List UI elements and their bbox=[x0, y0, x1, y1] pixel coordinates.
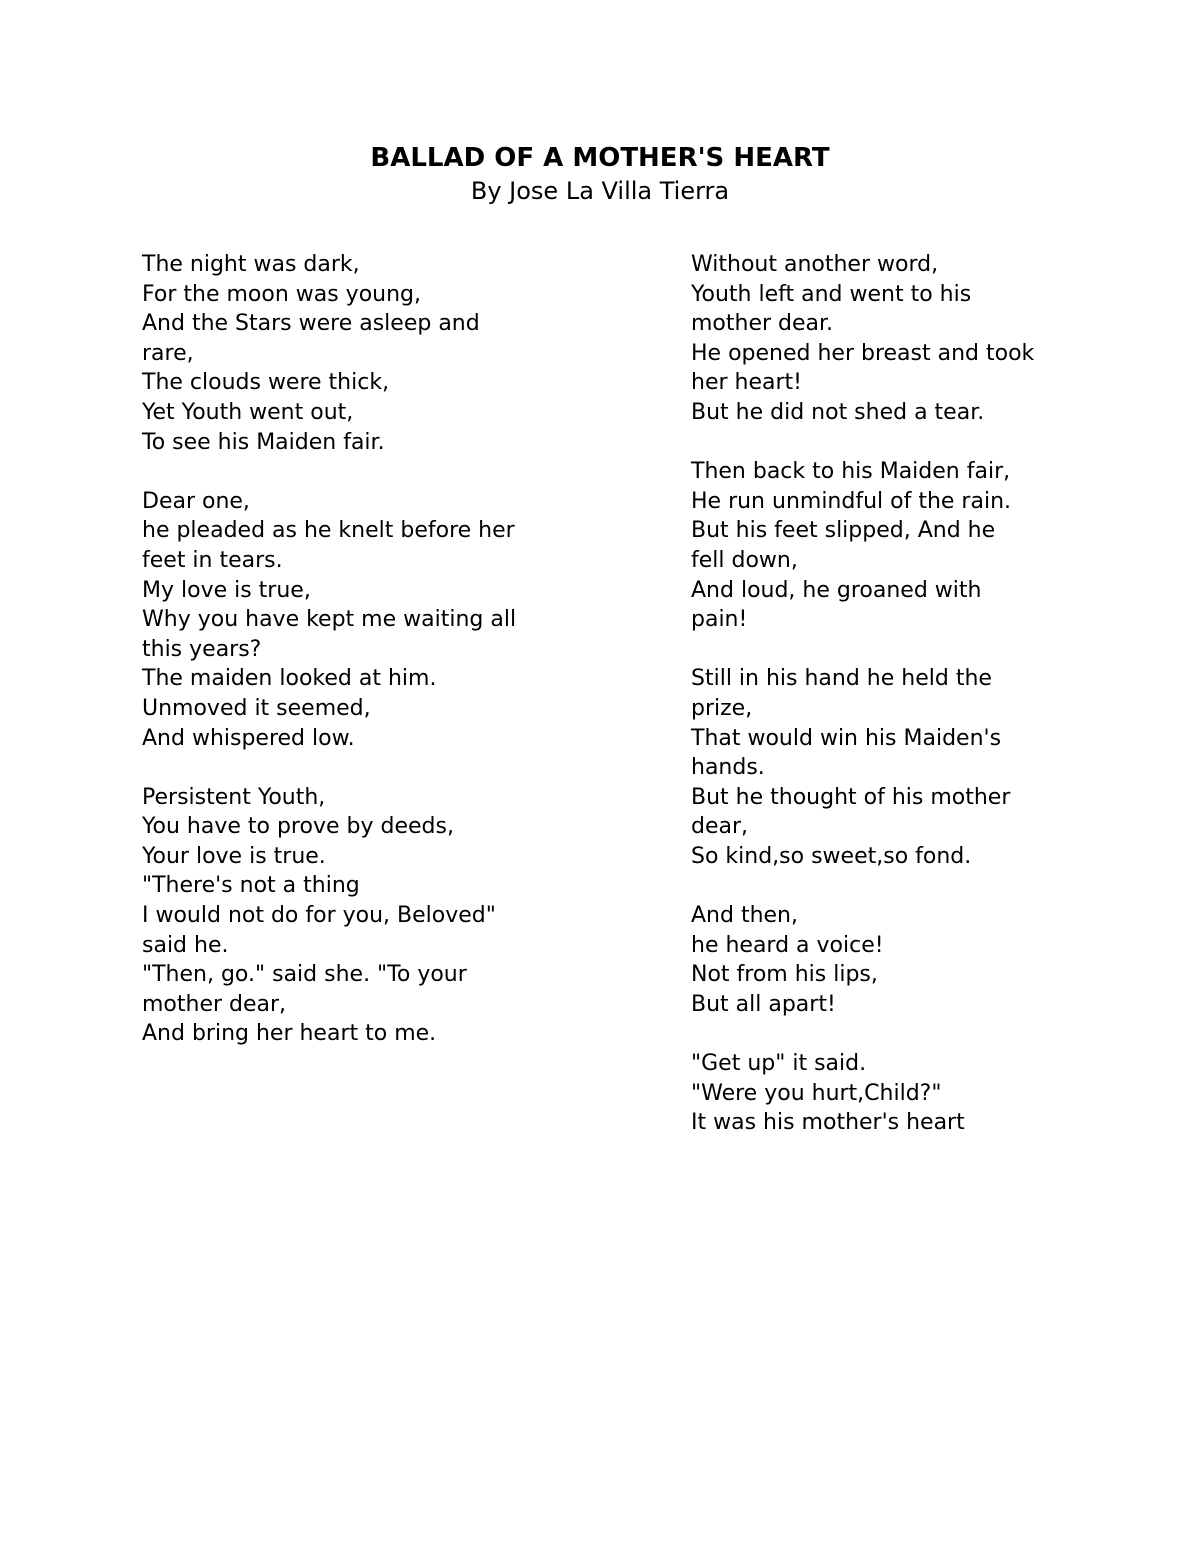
poem-line: he heard a voice! bbox=[691, 932, 884, 958]
stanza bbox=[691, 457, 1091, 635]
poem-line: he pleaded as he knelt before her bbox=[142, 518, 515, 544]
poem-line: The night was dark, bbox=[142, 252, 360, 277]
poem-line: fell down, bbox=[691, 547, 798, 573]
poem-line: Not from his lips, bbox=[691, 962, 878, 988]
poem-line: Why you have kept me waiting all bbox=[142, 607, 517, 633]
poem-line: "Then, go." said she. "To your bbox=[142, 962, 467, 988]
stanza bbox=[142, 783, 572, 1049]
poem-line: Your love is true. bbox=[142, 843, 326, 869]
poem-line: her heart! bbox=[691, 370, 802, 396]
poem-line: this years? bbox=[142, 636, 262, 662]
poem-line: That would win his Maiden's bbox=[691, 725, 1002, 751]
poem-line: Still in his hand he held the bbox=[691, 666, 992, 692]
poem-line: Unmoved it seemed, bbox=[142, 695, 371, 721]
poem-line: mother dear. bbox=[691, 311, 834, 337]
poem-line: To see his Maiden fair. bbox=[142, 429, 385, 455]
poem-line: feet in tears. bbox=[142, 547, 283, 573]
poem-line: "Get up" it said. bbox=[691, 1051, 867, 1077]
stanza bbox=[142, 250, 572, 457]
poem-line: And loud, he groaned with bbox=[691, 577, 982, 603]
poem-line: He opened her breast and took bbox=[691, 340, 1035, 366]
poem-author: By Jose La Villa Tierra bbox=[470, 177, 730, 205]
poem-line: And the Stars were asleep and bbox=[142, 311, 480, 337]
poem-line: So kind,so sweet,so fond. bbox=[691, 843, 972, 869]
poem-line: Then back to his Maiden fair, bbox=[691, 459, 1011, 485]
poem-line: Persistent Youth, bbox=[142, 784, 326, 810]
poem-line: But all apart! bbox=[691, 991, 836, 1017]
poem-line: But his feet slipped, And he bbox=[691, 518, 996, 544]
poem-line: hands. bbox=[691, 755, 765, 781]
poem-line: rare, bbox=[142, 340, 194, 366]
poem-line: But he thought of his mother bbox=[691, 784, 1011, 810]
stanza bbox=[691, 901, 1091, 1019]
poem-line: But he did not shed a tear. bbox=[691, 399, 985, 425]
poem-line: He run unmindful of the rain. bbox=[691, 488, 1011, 514]
poem-line: And then, bbox=[691, 903, 798, 929]
poem-line: Yet Youth went out, bbox=[142, 399, 354, 425]
poem-line: prize, bbox=[691, 695, 753, 721]
poem-line: dear, bbox=[691, 814, 749, 840]
poem-line: I would not do for you, Beloved" bbox=[142, 903, 496, 929]
poem-line: My love is true, bbox=[142, 577, 311, 603]
poem-line: And bring her heart to me. bbox=[142, 1021, 437, 1047]
stanza bbox=[142, 487, 572, 753]
poem-line: pain! bbox=[691, 607, 748, 633]
poem-line: You have to prove by deeds, bbox=[142, 814, 454, 840]
poem-line: For the moon was young, bbox=[142, 281, 422, 307]
poem-line: The maiden looked at him. bbox=[142, 666, 437, 692]
poem-line: mother dear, bbox=[142, 991, 287, 1017]
poem-line: "There's not a thing bbox=[142, 873, 360, 899]
poem-line: Dear one, bbox=[142, 488, 250, 514]
poem-line: Without another word, bbox=[691, 252, 939, 277]
poem-line: Youth left and went to his bbox=[691, 281, 972, 307]
poem-line: "Were you hurt,Child?" bbox=[691, 1080, 942, 1106]
right-column bbox=[691, 250, 1091, 1167]
poem-line: It was his mother's heart bbox=[691, 1110, 965, 1136]
poem-title: BALLAD OF A MOTHER'S HEART bbox=[370, 143, 830, 173]
poem-line: And whispered low. bbox=[142, 725, 355, 751]
poem-line: said he. bbox=[142, 932, 229, 958]
stanza bbox=[691, 664, 1091, 871]
stanza bbox=[691, 1049, 1091, 1138]
poem-line: The clouds were thick, bbox=[142, 370, 390, 396]
stanza bbox=[691, 250, 1091, 428]
left-column bbox=[142, 250, 572, 1079]
